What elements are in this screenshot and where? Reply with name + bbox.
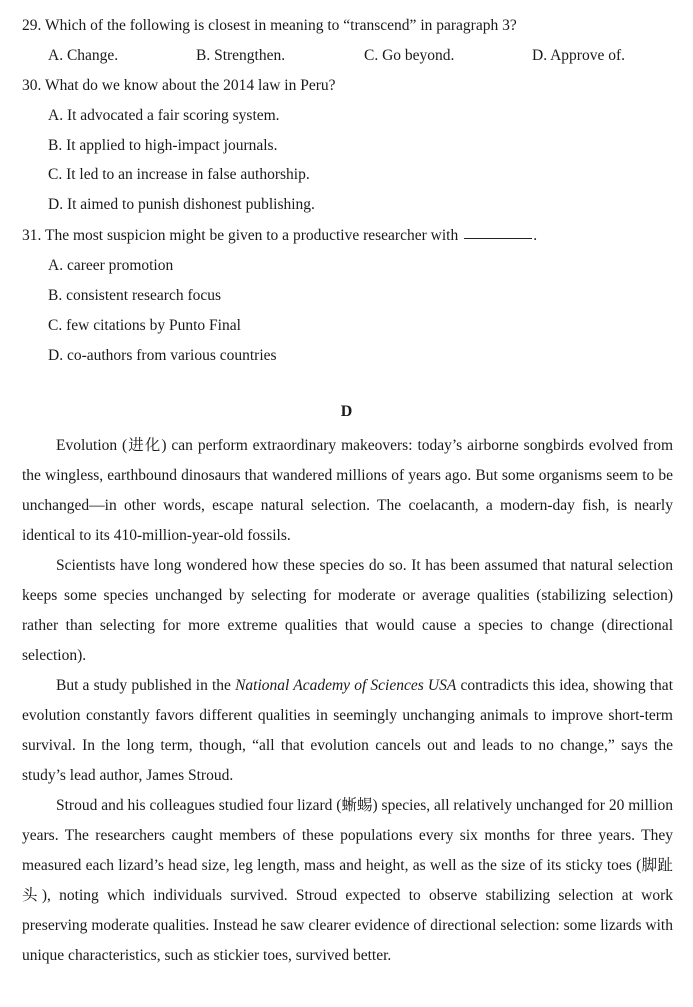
question-30-option-d[interactable]: D. It aimed to punish dishonest publishing. — [48, 196, 315, 213]
paragraph-3-text-end: contradicts this idea, showing that evolution constantly favors different qualities in seemingly unchanging animals to improve short-term survival. In the long term, though, “all that evolution cancels out and leads to no change,” says the study’s lead author, James Stroud. — [22, 677, 673, 784]
question-31-option-a[interactable]: A. career promotion — [48, 257, 174, 274]
answer-blank — [464, 238, 532, 239]
paragraph-3-text-start: But a study published in the — [56, 677, 236, 694]
section-heading: D — [340, 403, 353, 420]
question-29-stem: 29. Which of the following is closest in meaning to “transcend” in paragraph 3? — [22, 17, 517, 34]
question-29-option-b[interactable]: B. Strengthen. — [196, 47, 286, 64]
question-30-option-b[interactable]: B. It applied to high-impact journals. — [48, 137, 278, 154]
question-31-option-d[interactable]: D. co-authors from various countries — [48, 347, 277, 364]
passage-paragraph-4 — [22, 791, 673, 971]
passage-paragraph-3 — [22, 671, 673, 791]
question-30-option-a[interactable]: A. It advocated a fair scoring system. — [48, 107, 280, 124]
question-29-option-c[interactable]: C. Go beyond. — [364, 47, 455, 64]
question-31-option-b[interactable]: B. consistent research focus — [48, 287, 222, 304]
question-29-option-d[interactable]: D. Approve of. — [532, 47, 625, 64]
question-29-option-a[interactable]: A. Change. — [48, 47, 119, 64]
question-31-stem-text: 31. The most suspicion might be given to a productive researcher with — [22, 227, 459, 244]
question-31-stem-end: . — [533, 227, 538, 244]
question-30-option-c[interactable]: C. It led to an increase in false authorship. — [48, 166, 310, 183]
question-30-stem: 30. What do we know about the 2014 law in Peru? — [22, 77, 336, 94]
question-31-option-c[interactable]: C. few citations by Punto Final — [48, 317, 241, 334]
passage-paragraph-1 — [22, 431, 673, 551]
paragraph-2-text: Scientists have long wondered how these species do so. It has been assumed that natural selection keeps some species unchanged by selecting for moderate or average qualities (stabilizing selection) rather than selecting for more extreme qualities that would cause a species to change (directional selection). — [22, 557, 673, 664]
question-31-stem — [22, 227, 537, 245]
passage-paragraph-2 — [22, 551, 673, 671]
paragraph-4-text: Stroud and his colleagues studied four lizard (蜥蜴) species, all relatively unchanged for 20 million years. The researchers caught members of these populations every six months for three years. They measured each lizard’s head size, leg length, mass and height, as well as the size of its sticky toes (脚趾头), noting which individuals survived. Stroud expected to observe stabilizing selection at work preserving moderate qualities. Instead he saw clearer evidence of directional selection: some lizards with unique characteristics, such as stickier toes, survived better. — [22, 797, 673, 964]
journal-name: National Academy of Sciences USA — [235, 677, 457, 694]
paragraph-1-text: Evolution (进化) can perform extraordinary makeovers: today’s airborne songbirds evolved from the wingless, earthbound dinosaurs that wandered millions of years ago. But some organisms seem to be unchanged—in other words, escape natural selection. The coelacanth, a modern-day fish, is nearly identical to its 410-million-year-old fossils. — [22, 437, 673, 544]
